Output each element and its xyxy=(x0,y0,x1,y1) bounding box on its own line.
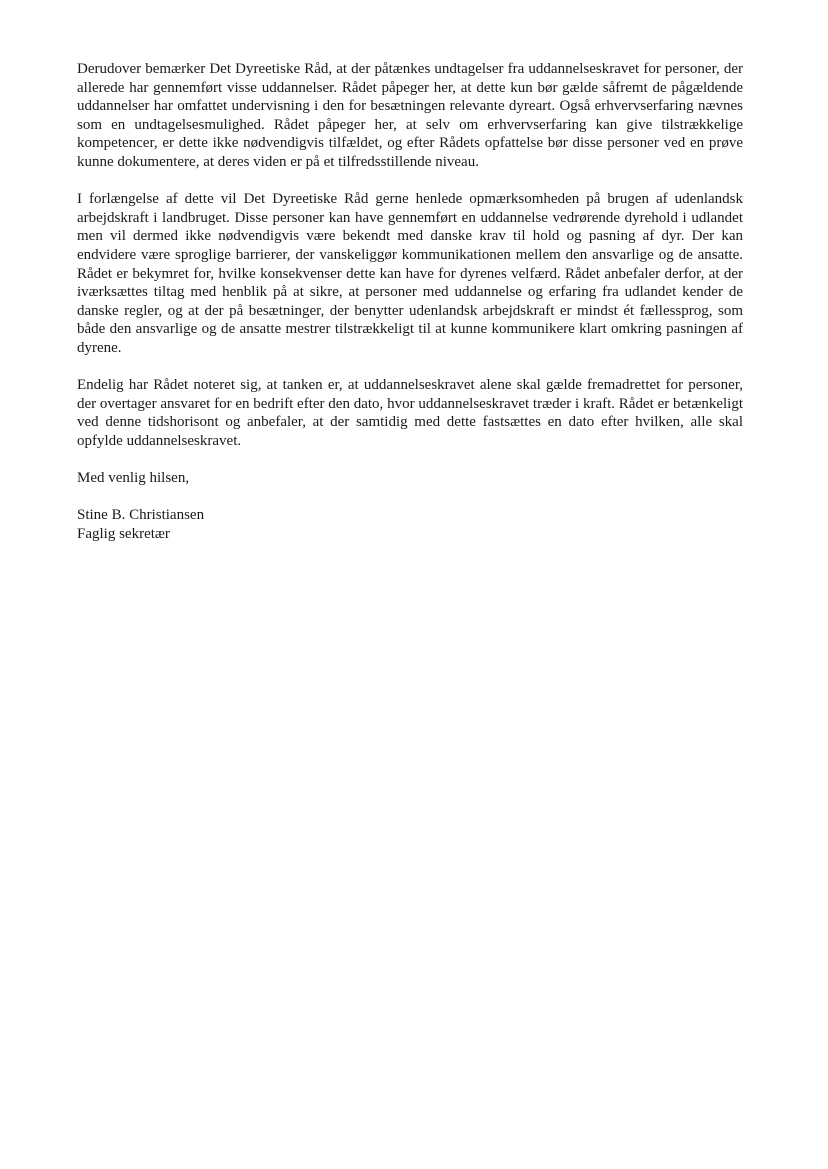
paragraph-exemptions: Derudover bemærker Det Dyreetiske Råd, at der påtænkes undtagelser fra uddannelseskravet for personer, der allerede har gennemført visse uddannelser. Rådet påpeger her, at dette kun bør gælde såfremt de pågældende uddannelser har omfattet undervisning i den for besætningen relevante dyreart. Også erhvervserfaring nævnes som en undtagelsesmulighed. Rådet påpeger her, at selv om erhvervserfaring kan give tilstrækkelige kompetencer, er dette ikke nødvendigvis tilfældet, og efter Rådets opfattelse bør disse personer ved en prøve kunne dokumentere, at deres viden er på et tilfredsstillende niveau. xyxy=(77,61,743,170)
closing-greeting: Med venlig hilsen, xyxy=(77,470,190,487)
signature-title: Faglig sekretær xyxy=(77,525,170,542)
paragraph-time-horizon: Endelig har Rådet noteret sig, at tanken er, at uddannelseskravet alene skal gælde fremadrettet for personer, der overtager ansvaret for en bedrift efter den dato, hvor uddannelseskravet træder i kraft. Rådet er betænkeligt ved denne tidshorisont og anbefaler, at der samtidig med dette fastsættes en dato efter hvilken, alle skal opfylde uddannelseskravet. xyxy=(77,377,743,449)
letter-body xyxy=(77,60,743,543)
signature-name: Stine B. Christiansen xyxy=(77,507,205,524)
paragraph-foreign-labour: I forlængelse af dette vil Det Dyreetiske Råd gerne henlede opmærksomheden på brugen af udenlandsk arbejdskraft i landbruget. Disse personer kan have gennemført en uddannelse vedrørende dyrehold i udlandet men vil dermed ikke nødvendigvis være bekendt med danske krav til hold og pasning af dyr. Der kan endvidere være sproglige barrierer, der vanskeliggør kommunikationen mellem den ansvarlige og de ansatte. Rådet er bekymret for, hvilke konsekvenser dette kan have for dyrenes velfærd. Rådet anbefaler derfor, at der iværksættes tiltag med henblik på at sikre, at personer med uddannelse og erfaring fra udlandet kender de danske regler, og at der på besætninger, der benytter udenlandsk arbejdskraft er mindst ét fællessprog, som både den ansvarlige og de ansatte mestrer tilstrækkeligt til at kunne kommunikere klart omkring pasningen af dyrene. xyxy=(77,191,743,356)
signature-block xyxy=(77,506,743,543)
